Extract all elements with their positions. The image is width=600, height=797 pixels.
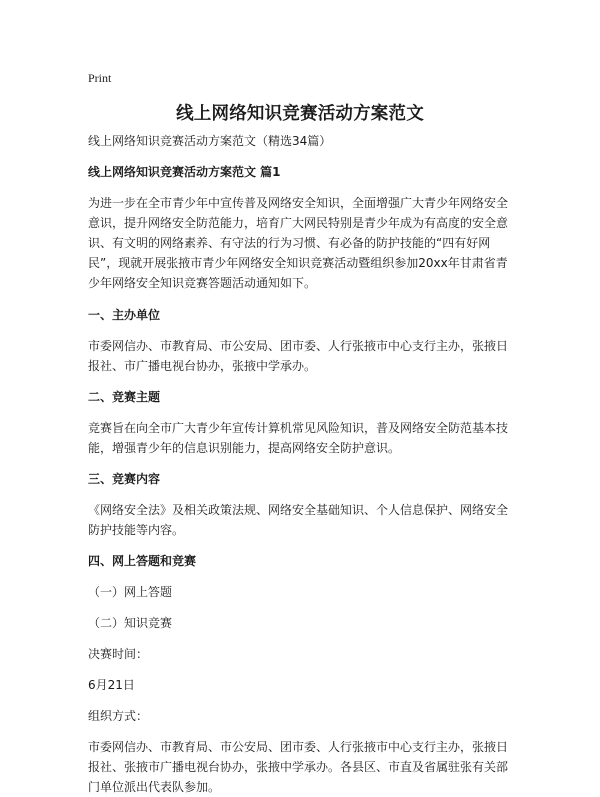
heading-online-quiz: 四、网上答题和竞赛 [88,554,197,568]
document-body [88,131,518,797]
heading-theme: 二、竞赛主题 [88,390,161,404]
final-date: 6月21日 [88,678,135,692]
item-online-quiz: （一）网上答题 [88,585,173,599]
content-paragraph: 《网络安全法》及相关政策法规、网络安全基础知识、个人信息保护、网络安全防护技能等内容。 [88,503,509,537]
section-title: 线上网络知识竞赛活动方案范文 篇1 [88,165,281,179]
document-title: 线上网络知识竞赛活动方案范文 [176,104,424,124]
document-subtitle: 线上网络知识竞赛活动方案范文（精选34篇） [88,134,332,148]
print-link[interactable]: Print [88,71,112,85]
item-knowledge-contest: （二）知识竞赛 [88,616,173,630]
org-method-paragraph: 市委网信办、市教育局、市公安局、团市委、人行张掖市中心支行主办，张掖日报社、张掖市广播电视台协办，张掖中学承办。各县区、市直及省属驻张有关部门单位派出代表队参加。 [88,740,509,794]
intro-paragraph: 为进一步在全市青少年中宣传普及网络安全知识，全面增强广大青少年网络安全意识，提升网络安全防范能力，培育广大网民特别是青少年成为有高度的安全意识、有文明的网络素养、有守法的行为习惯、有必备的防护技能的“四有好网民”，现就开展张掖市青少年网络安全知识竞赛活动暨组织参加20xx年甘肃省青少年网络安全知识竞赛答题活动通知如下。 [88,196,509,290]
final-time-label: 决赛时间： [88,647,149,661]
theme-paragraph: 竞赛旨在向全市广大青少年宣传计算机常见风险知识，普及网络安全防范基本技能，增强青少年的信息识别能力，提高网络安全防护意识。 [88,421,509,455]
organizers-paragraph: 市委网信办、市教育局、市公安局、团市委、人行张掖市中心支行主办，张掖日报社、市广播电视台协办，张掖中学承办。 [88,339,509,373]
heading-organizers: 一、主办单位 [88,308,161,322]
org-method-label: 组织方式： [88,709,149,723]
heading-content: 三、竞赛内容 [88,472,161,486]
